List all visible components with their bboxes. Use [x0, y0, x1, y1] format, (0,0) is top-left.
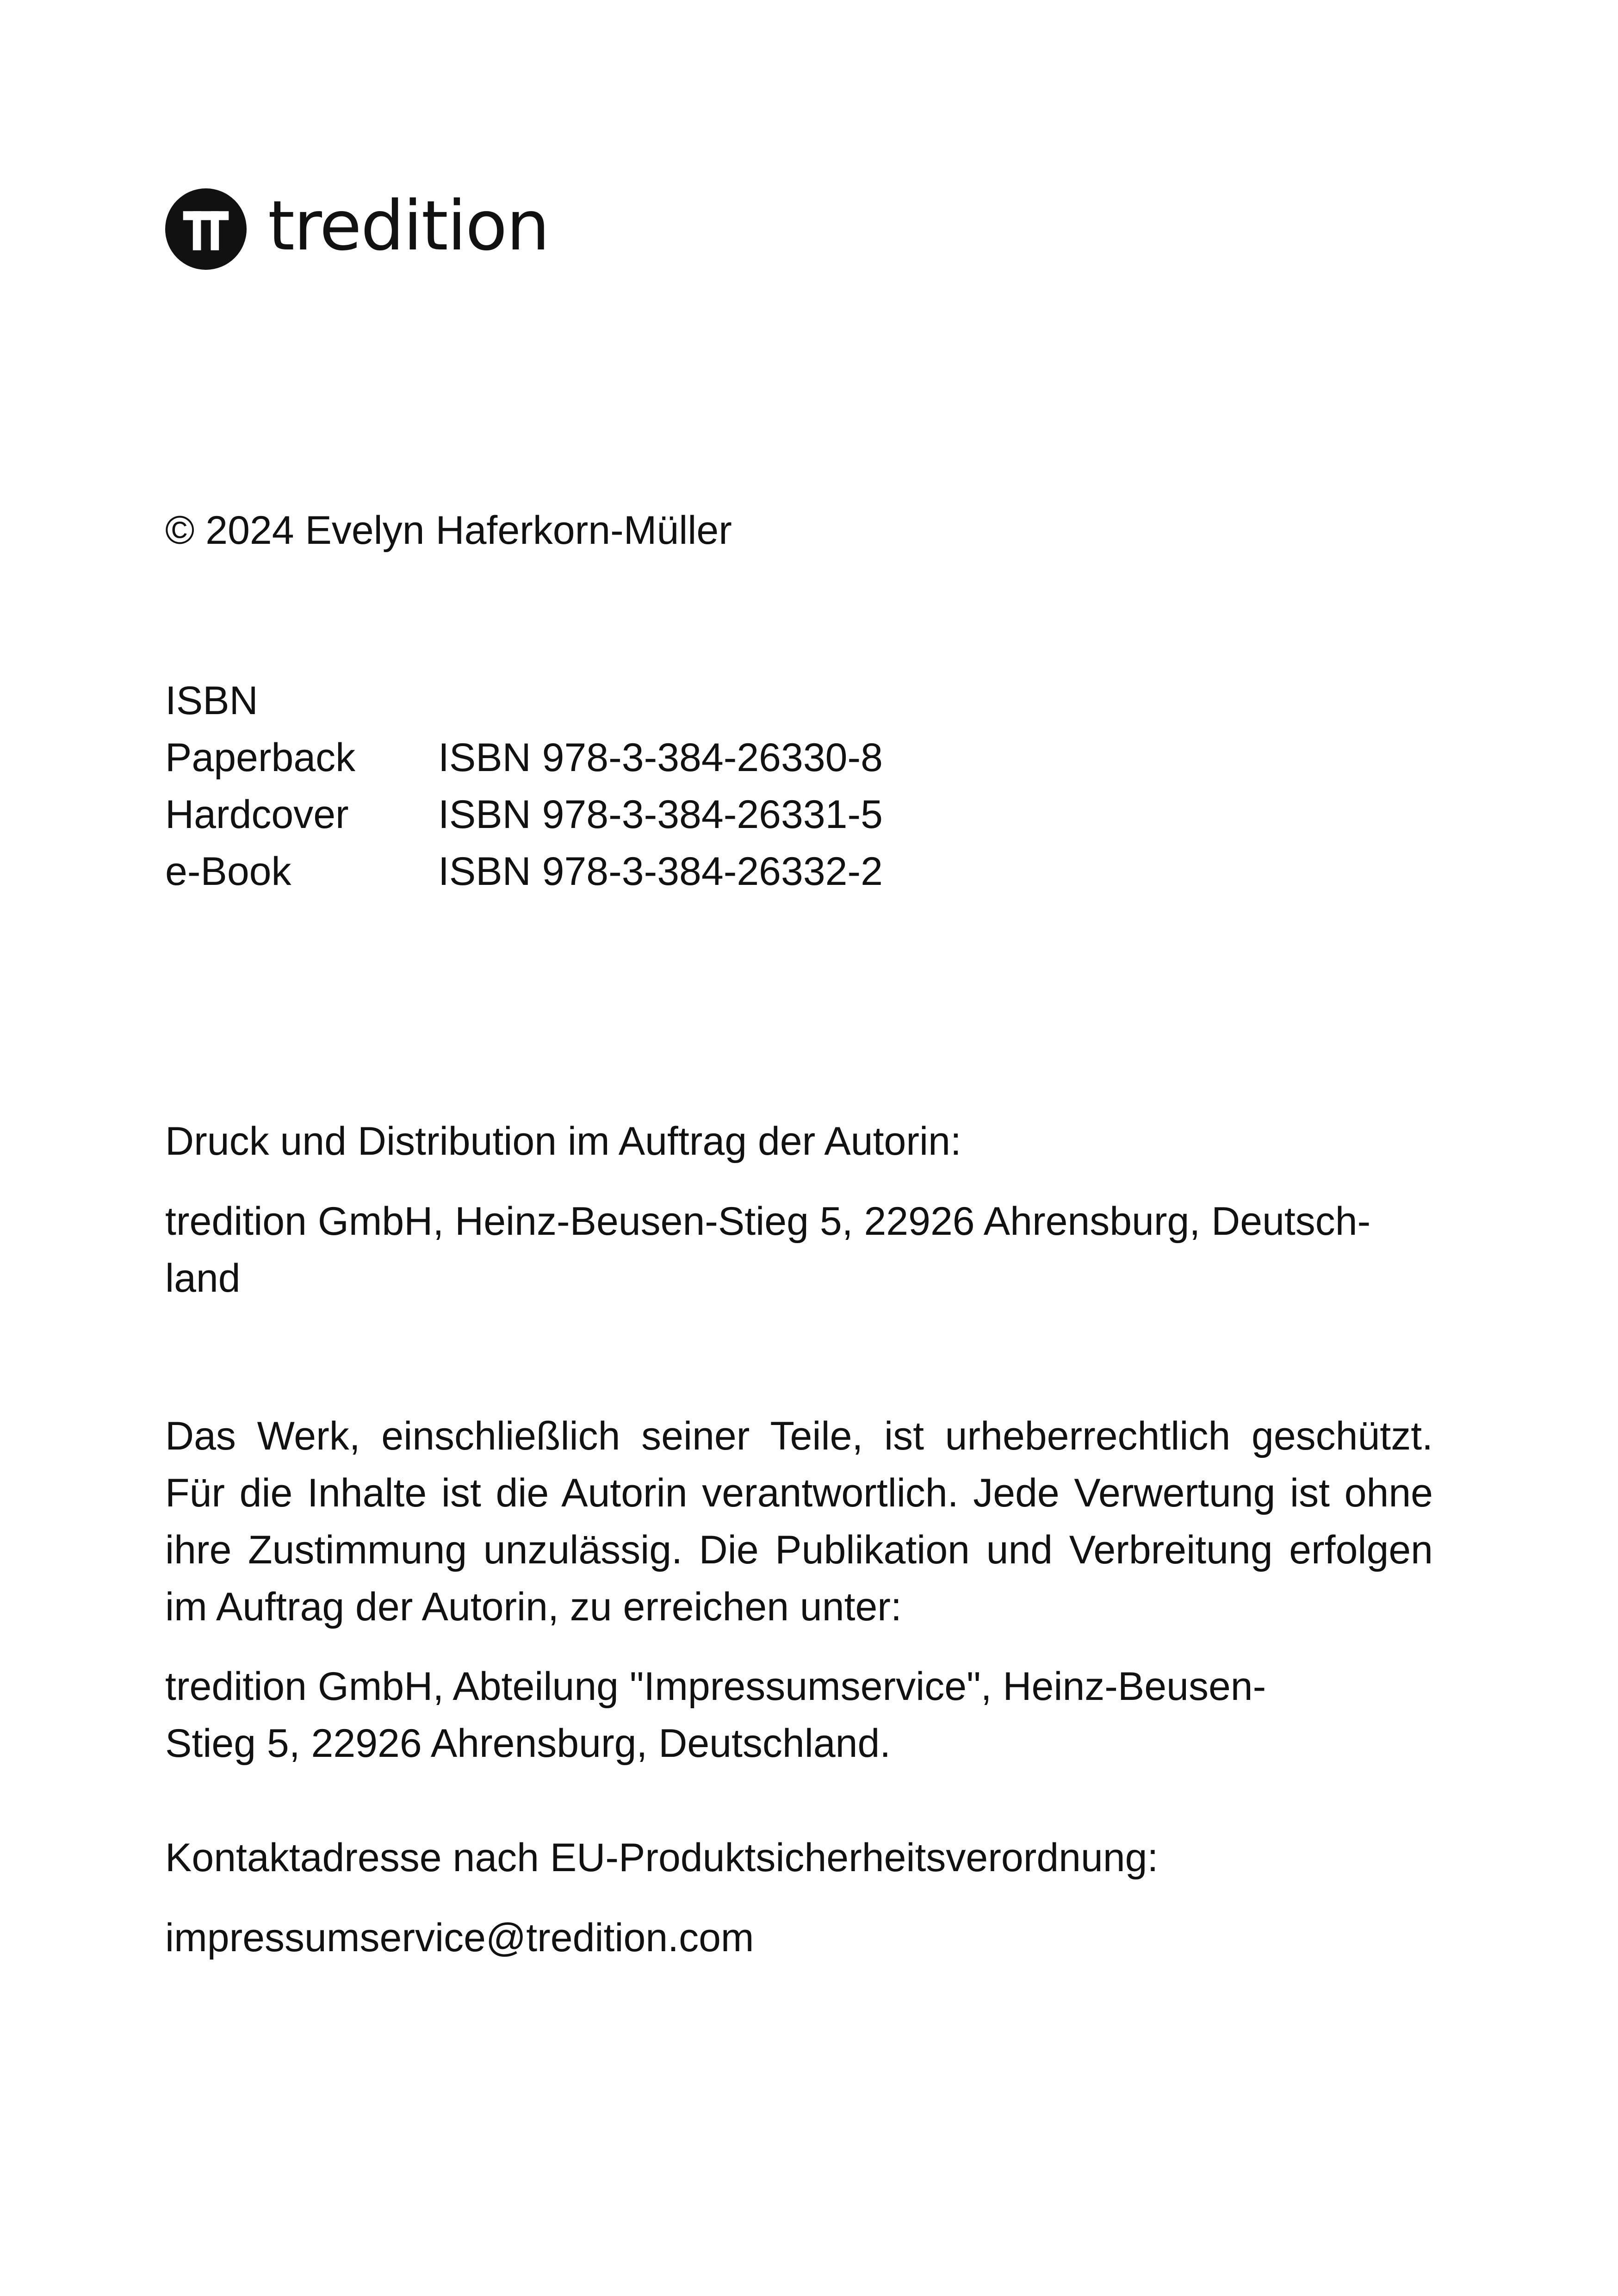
isbn-row-hardcover	[165, 786, 952, 843]
publisher-address-line-2: Stieg 5, 22926 Ahrensburg, Deutschland.	[165, 1721, 891, 1766]
logo-wordmark: tredition	[268, 186, 549, 266]
isbn-row-paperback	[165, 729, 952, 786]
contact-heading: Kontaktadresse nach EU-Produktsicherheitsverordnung:	[165, 1836, 1159, 1880]
isbn-format-label: Hardcover	[165, 792, 349, 837]
distribution-address-line-2: land	[165, 1256, 241, 1300]
isbn-number: ISBN 978-3-384-26332-2	[438, 849, 883, 894]
tredition-logo-icon	[165, 188, 247, 270]
publisher-logo	[165, 187, 549, 271]
isbn-number: ISBN 978-3-384-26331-5	[438, 792, 883, 837]
isbn-heading: ISBN	[165, 678, 258, 723]
isbn-format-label: Paperback	[165, 735, 356, 780]
publisher-address-line-1: tredition GmbH, Abteilung "Impressumservice", Heinz-Beusen-	[165, 1664, 1266, 1709]
isbn-number: ISBN 978-3-384-26330-8	[438, 735, 883, 780]
distribution-intro: Druck und Distribution im Auftrag der Autorin:	[165, 1119, 961, 1164]
contact-email: impressumservice@tredition.com	[165, 1916, 754, 1960]
isbn-row-ebook	[165, 843, 952, 900]
isbn-format-label: e-Book	[165, 849, 291, 894]
copyright-notice: © 2024 Evelyn Haferkorn-Müller	[165, 508, 732, 553]
distribution-address-line-1: tredition GmbH, Heinz-Beusen-Stieg 5, 22926 Ahrensburg, Deutsch-	[165, 1199, 1371, 1244]
copyright-paragraph: Das Werk, einschließlich seiner Teile, ist urheberrechtlich geschützt. Für die Inhalte ist die Autorin verantwortlich. Jede Verwertung ist ohne ihre Zustimmung unzulässig. Die Publikation und Verbreitung erfolgen im Auftrag der Autorin, zu erreichen unter:	[165, 1414, 1433, 1629]
